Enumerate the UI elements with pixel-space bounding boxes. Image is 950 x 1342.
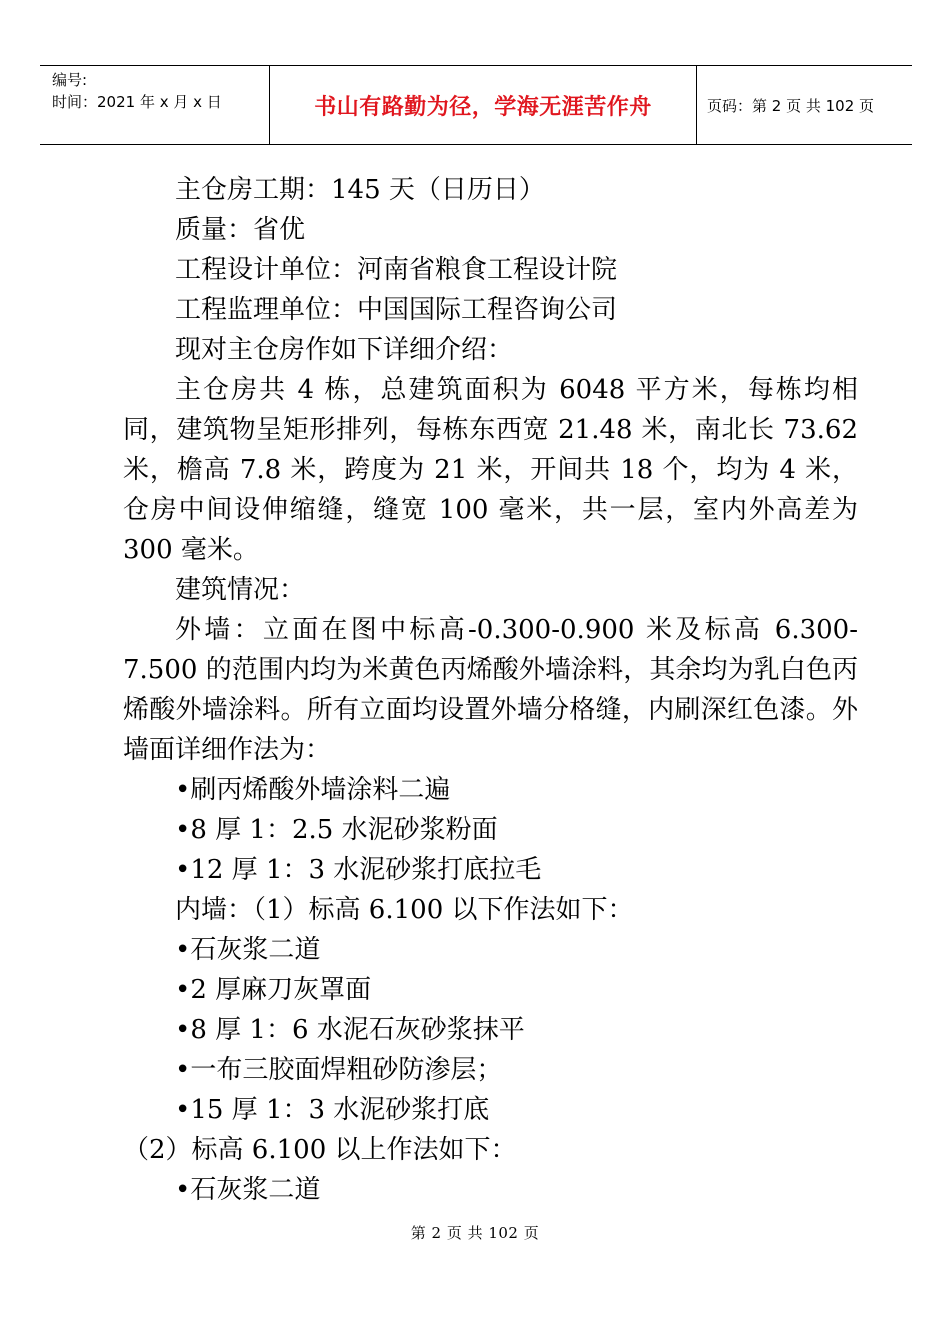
document-body	[123, 170, 858, 1210]
motto-text: 书山有路勤为径，学海无涯苦作舟	[314, 94, 652, 120]
page-footer	[0, 1222, 950, 1243]
header-page-info-cell	[697, 66, 912, 144]
date-label: 时间：2021 年 x 月 x 日	[52, 93, 222, 111]
list-item: •8 厚 1：2.5 水泥砂浆粉面	[175, 815, 498, 845]
paragraph-quality: 质量：省优	[175, 215, 306, 245]
page-info: 页码：第 2 页 共 102 页	[707, 96, 875, 115]
paragraph-duration: 主仓房工期：145 天（日历日）	[175, 175, 545, 205]
list-item: •石灰浆二道	[175, 935, 321, 965]
list-item: •15 厚 1：3 水泥砂浆打底	[175, 1095, 490, 1125]
footer-page-number: 第 2 页 共 102 页	[410, 1224, 540, 1242]
paragraph-overview: 主仓房共 4 栋，总建筑面积为 6048 平方米，每栋均相同，建筑物呈矩形排列，每栋东西宽 21.48 米，南北长 73.62 米，檐高 7.8 米，跨度为 21 米，开间共 18 个，均为 4 米，仓房中间设伸缩缝，缝宽 100 毫米，共一层，室内外高差为 300 毫米。	[123, 375, 858, 565]
paragraph-building-heading: 建筑情况：	[175, 575, 306, 605]
paragraph-exterior-wall: 外墙：立面在图中标高-0.300-0.900 米及标高 6.300-7.500 的范围内均为米黄色丙烯酸外墙涂料，其余均为乳白色丙烯酸外墙涂料。所有立面均设置外墙分格缝，内刷深红色漆。外墙面详细作法为：	[123, 615, 858, 765]
list-item: •一布三胶面焊粗砂防渗层；	[175, 1055, 503, 1085]
list-item: •8 厚 1：6 水泥石灰砂浆抹平	[175, 1015, 525, 1045]
paragraph-intro: 现对主仓房作如下详细介绍：	[175, 335, 514, 365]
header-meta	[40, 66, 270, 144]
paragraph-design-unit: 工程设计单位：河南省粮食工程设计院	[175, 255, 618, 285]
header-motto-cell	[270, 66, 697, 144]
paragraph-upper-section: （2）标高 6.100 以上作法如下：	[123, 1135, 517, 1165]
paragraph-interior-wall: 内墙：（1）标高 6.100 以下作法如下：	[175, 895, 634, 925]
list-item: •刷丙烯酸外墙涂料二遍	[175, 775, 451, 805]
serial-number-label: 编号:	[52, 71, 88, 89]
page-header	[40, 65, 912, 145]
paragraph-supervision-unit: 工程监理单位：中国国际工程咨询公司	[175, 295, 618, 325]
list-item: •石灰浆二道	[175, 1175, 321, 1205]
list-item: •2 厚麻刀灰罩面	[175, 975, 372, 1005]
list-item: •12 厚 1：3 水泥砂浆打底拉毛	[175, 855, 542, 885]
